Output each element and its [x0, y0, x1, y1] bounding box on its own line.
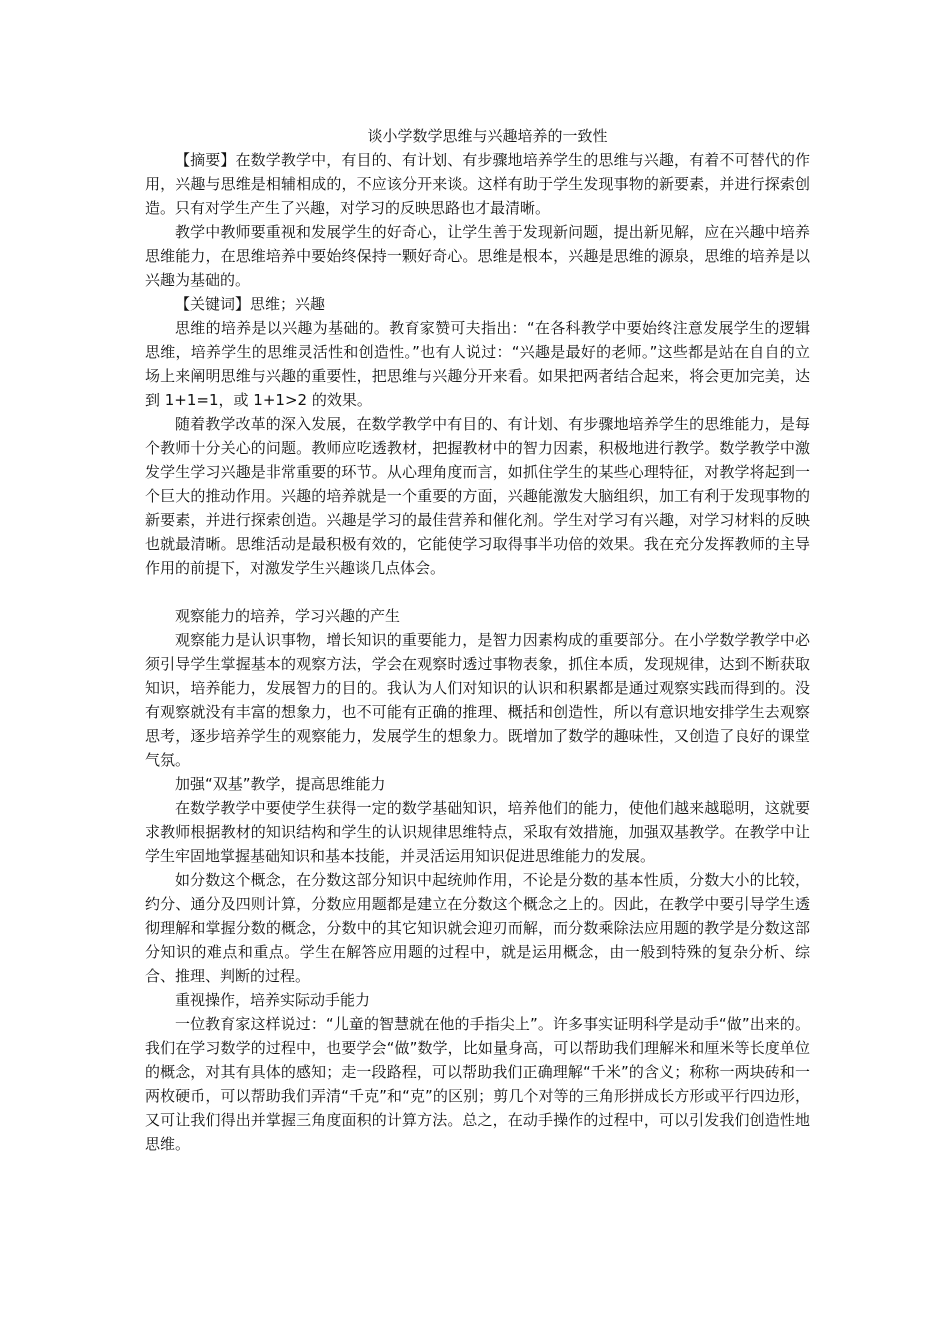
section-heading-double-basics: 加强“双基”教学，提高思维能力 [175, 775, 386, 793]
blank-line [145, 580, 810, 604]
keywords: 【关键词】思维；兴趣 [175, 295, 326, 313]
body-paragraph-4: 在数学教学中要使学生获得一定的数学基础知识，培养他们的能力，使他们越来越聪明，这就要求教师根据教材的知识结构和学生的认识规律思维特点，采取有效措施，加强双基教学。在教学中让学生牢固地掌握基础知识和基本技能，并灵活运用知识促进思维能力的发展。 [145, 799, 810, 865]
document-page [145, 124, 810, 1156]
section-heading-observation: 观察能力的培养，学习兴趣的产生 [175, 607, 401, 625]
body-paragraph-3: 观察能力是认识事物，增长知识的重要能力，是智力因素构成的重要部分。在小学数学教学中必须引导学生掌握基本的观察方法，学会在观察时透过事物表象，抓住本质，发现规律，达到不断获取知识，培养能力，发展智力的目的。我认为人们对知识的认识和积累都是通过观察实践而得到的。没有观察就没有丰富的想象力，也不可能有正确的推理、概括和创造性，所以有意识地安排学生去观察思考，逐步培养学生的观察能力，发展学生的想象力。既增加了数学的趣味性，又创造了良好的课堂气氛。 [145, 631, 810, 769]
body-paragraph-6: 一位教育家这样说过：“儿童的智慧就在他的手指尖上”。许多事实证明科学是动手“做”出来的。我们在学习数学的过程中，也要学会“做”数学，比如量身高，可以帮助我们理解米和厘米等长度单位的概念，对其有具体的感知；走一段路程，可以帮助我们正确理解“千米”的含义；称称一两块砖和一两枚硬币，可以帮助我们弄清“千克”和“克”的区别；剪几个对等的三角形拼成长方形或平行四边形，又可让我们得出并掌握三角度面积的计算方法。总之，在动手操作的过程中，可以引发我们创造性地思维。 [145, 1015, 810, 1153]
body-paragraph-5: 如分数这个概念，在分数这部分知识中起统帅作用，不论是分数的基本性质，分数大小的比较，约分、通分及四则计算，分数应用题都是建立在分数这个概念之上的。因此，在教学中要引导学生透彻理解和掌握分数的概念，分数中的其它知识就会迎刃而解，而分数乘除法应用题的教学是分数这部分知识的难点和重点。学生在解答应用题的过程中，就是运用概念，由一般到特殊的复杂分析、综合、推理、判断的过程。 [145, 871, 810, 985]
section-heading-hands-on: 重视操作，培养实际动手能力 [175, 991, 371, 1009]
document-title: 谈小学数学思维与兴趣培养的一致性 [367, 127, 608, 145]
body-paragraph-1: 思维的培养是以兴趣为基础的。教育家赞可夫指出：“在各科教学中要始终注意发展学生的逻辑思维，培养学生的思维灵活性和创造性。”也有人说过：“兴趣是最好的老师。”这些都是站在自自的立场上来阐明思维与兴趣的重要性，把思维与兴趣分开来看。如果把两者结合起来，将会更加完美，达到 1+1=1，或 1+1>2 的效果。 [145, 319, 810, 409]
body-paragraph-2: 随着教学改革的深入发展，在数学教学中有目的、有计划、有步骤地培养学生的思维能力，是每个教师十分关心的问题。教师应吃透教材，把握教材中的智力因素，积极地进行教学。数学教学中激发学生学习兴趣是非常重要的环节。从心理角度而言，如抓住学生的某些心理特征，对教学将起到一个巨大的推动作用。兴趣的培养就是一个重要的方面，兴趣能激发大脑组织，加工有利于发现事物的新要素，并进行探索创造。兴趣是学习的最佳营养和催化剂。学生对学习有兴趣，对学习材料的反映也就最清晰。思维活动是最积极有效的，它能使学习取得事半功倍的效果。我在充分发挥教师的主导作用的前提下，对激发学生兴趣谈几点体会。 [145, 415, 810, 577]
abstract-paragraph: 【摘要】在数学教学中，有目的、有计划、有步骤地培养学生的思维与兴趣，有着不可替代的作用，兴趣与思维是相辅相成的，不应该分开来谈。这样有助于学生发现事物的新要素，并进行探索创造。只有对学生产生了兴趣，对学习的反映思路也才最清晰。 [145, 151, 810, 217]
abstract-paragraph-2: 教学中教师要重视和发展学生的好奇心，让学生善于发现新问题，提出新见解，应在兴趣中培养思维能力，在思维培养中要始终保持一颗好奇心。思维是根本，兴趣是思维的源泉，思维的培养是以兴趣为基础的。 [145, 223, 810, 289]
